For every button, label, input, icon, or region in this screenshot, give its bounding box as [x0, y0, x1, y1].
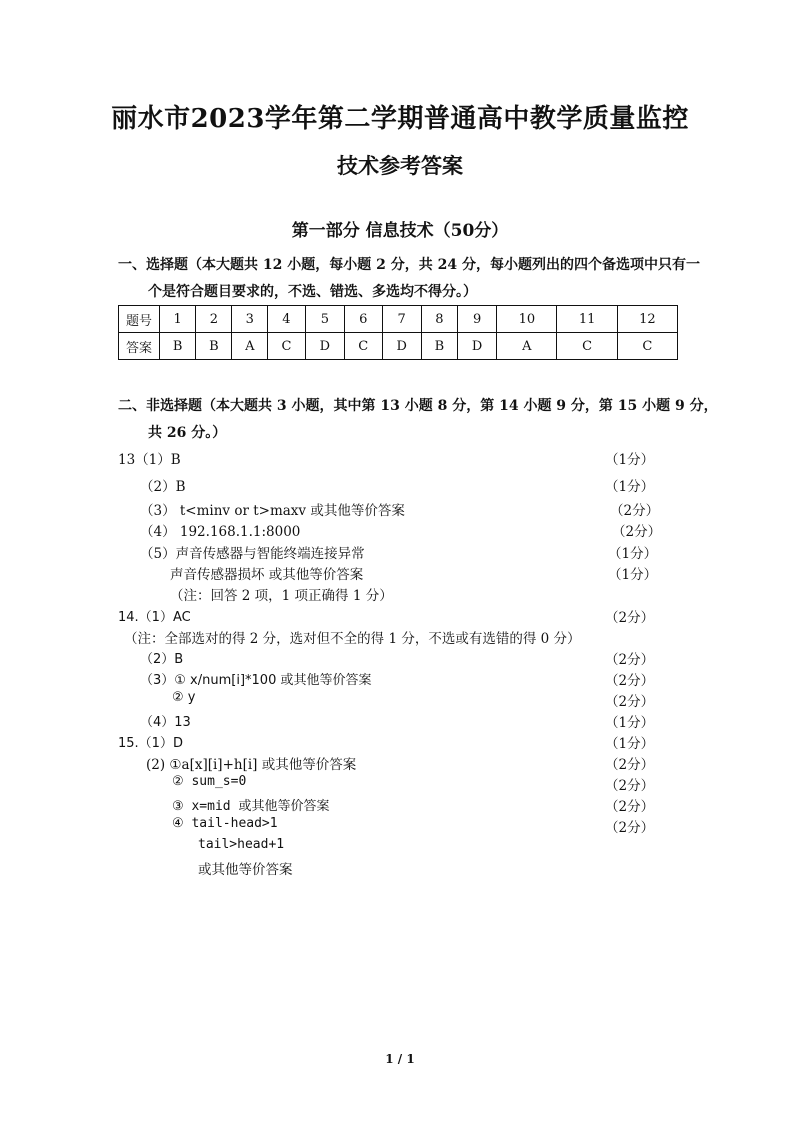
table-cell: A [232, 333, 268, 360]
page-title: 丽水市2023学年第二学期普通高中教学质量监控 [111, 104, 689, 134]
answer-line: （3） t<minv or t>maxv 或其他等价答案 [140, 503, 405, 519]
answer-score: （1分） [605, 715, 655, 731]
answer-score: （2分） [605, 799, 655, 815]
page-subtitle: 技术参考答案 [337, 153, 463, 178]
table-cell: D [382, 333, 421, 360]
answer-line: ② sum_s=0 [172, 774, 247, 789]
choice-answer-table [118, 305, 678, 360]
answer-line: （5）声音传感器与智能终端连接异常 [140, 546, 365, 562]
answer-score: （2分） [605, 757, 655, 773]
table-row-answers [119, 333, 678, 360]
answer-score: （2分） [605, 694, 655, 710]
table-cell: 1 [160, 306, 196, 333]
answer-line: tail>head+1 [198, 837, 285, 852]
page-number: 1 / 1 [385, 1052, 415, 1066]
answer-line: 声音传感器损坏 或其他等价答案 [170, 567, 364, 583]
table-cell: 6 [344, 306, 382, 333]
table-cell: 11 [557, 306, 617, 333]
section1-instructions-line1: 一、选择题（本大题共 12 小题，每小题 2 分，共 24 分，每小题列出的四个备选项中只有一 [118, 257, 700, 273]
table-cell: C [344, 333, 382, 360]
table-cell: B [160, 333, 196, 360]
answer-line: 15.（1）D [118, 736, 183, 751]
answer-score: （1分） [608, 546, 658, 562]
answer-score: （2分） [610, 503, 660, 519]
section2-instructions-line1: 二、非选择题（本大题共 3 小题，其中第 13 小题 8 分，第 14 小题 9 分，第 15 小题 9 分， [118, 398, 718, 414]
table-cell: C [557, 333, 617, 360]
table-cell: 3 [232, 306, 268, 333]
table-cell: 4 [268, 306, 306, 333]
answer-line: （4）13 [140, 715, 191, 730]
table-cell: 12 [617, 306, 677, 333]
answer-score: （1分） [608, 567, 658, 583]
part-heading: 第一部分 信息技术（50分） [291, 221, 509, 241]
table-cell: 5 [305, 306, 344, 333]
table-cell: A [497, 333, 557, 360]
section1-instructions-line2: 个是符合题目要求的，不选、错选、多选均不得分。） [148, 284, 477, 300]
answer-note: （注：回答 2 项，1 项正确得 1 分） [170, 588, 393, 604]
answer-line: 13（1）B [118, 452, 181, 468]
table-cell: 7 [382, 306, 421, 333]
table-cell: D [458, 333, 497, 360]
table-cell: 8 [421, 306, 457, 333]
answer-line: ③ x=mid 或其他等价答案 [172, 799, 330, 814]
answer-line: （2）B [140, 479, 186, 495]
answer-score: （1分） [605, 452, 655, 468]
table-cell: C [268, 333, 306, 360]
answer-score: （2分） [612, 524, 662, 540]
answer-score: （2分） [605, 673, 655, 689]
table-row-numbers [119, 306, 678, 333]
table-cell: B [196, 333, 232, 360]
answer-line: ④ tail-head>1 [172, 816, 278, 831]
table-cell: 10 [497, 306, 557, 333]
answer-line: （3）① x/num[i]*100 或其他等价答案 [140, 673, 372, 688]
table-cell: B [421, 333, 457, 360]
answer-score: （2分） [605, 820, 655, 836]
table-cell: C [617, 333, 677, 360]
answer-line: 14.（1）AC [118, 610, 191, 625]
answer-line: ② y [172, 690, 196, 705]
answer-note: （注：全部选对的得 2 分，选对但不全的得 1 分，不选或有选错的得 0 分） [124, 631, 581, 647]
answer-score: （1分） [605, 479, 655, 495]
table-cell: 2 [196, 306, 232, 333]
answer-score: （2分） [605, 652, 655, 668]
table-cell: D [305, 333, 344, 360]
answer-score: （2分） [605, 610, 655, 626]
table-cell: 9 [458, 306, 497, 333]
answer-line: （2）B [140, 652, 184, 667]
answer-score: （1分） [605, 736, 655, 752]
answer-line: 或其他等价答案 [198, 862, 293, 878]
answer-line: （4） 192.168.1.1:8000 [140, 524, 301, 540]
section2-instructions-line2: 共 26 分。） [148, 425, 227, 441]
table-header-cell: 答案 [119, 333, 160, 360]
answer-score: （2分） [605, 778, 655, 794]
answer-line: (2) ①a[x][i]+h[i] 或其他等价答案 [146, 757, 357, 773]
table-header-cell: 题号 [119, 306, 160, 333]
